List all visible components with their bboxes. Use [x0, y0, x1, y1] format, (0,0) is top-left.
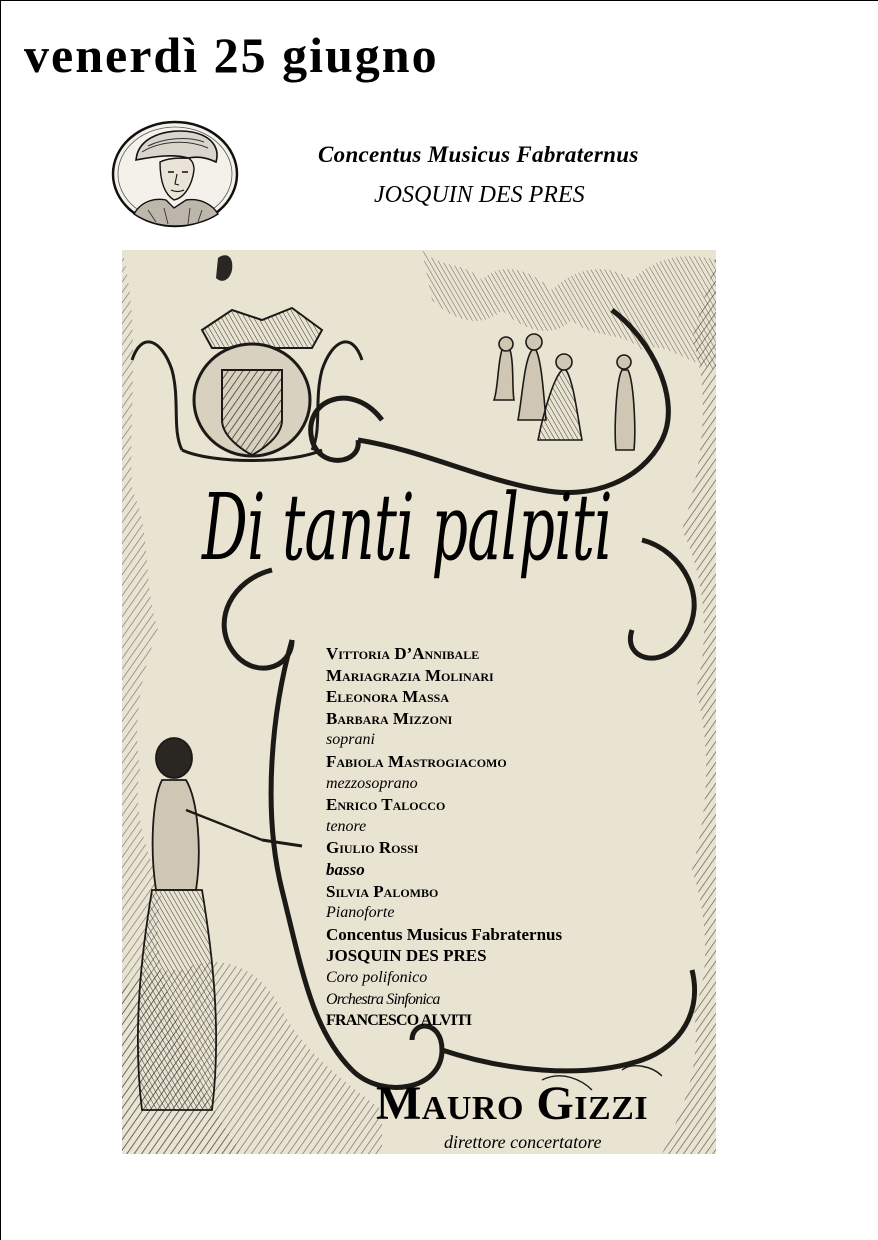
cast-line: Concentus Musicus Fabraternus: [326, 924, 563, 944]
ensemble-name: Concentus Musicus Fabraternus: [318, 142, 639, 167]
cast-line: Giulio Rossi: [326, 838, 419, 858]
concert-title: Di tanti palpiti: [202, 474, 612, 581]
cast-line: JOSQUIN DES PRES: [326, 946, 487, 966]
cast-line: Fabiola Mastrogiacomo: [326, 751, 507, 771]
cast-line: FRANCESCO ALVITI: [326, 1012, 472, 1030]
cast-role: basso: [326, 859, 365, 879]
cast-role: tenore: [326, 817, 367, 835]
portrait-engraving: [108, 118, 242, 230]
cast-line: Silvia Palombo: [326, 881, 439, 901]
cast-role: mezzosoprano: [326, 774, 418, 792]
cast-role: soprani: [326, 731, 375, 749]
cast-role: Coro polifonico: [326, 968, 428, 986]
cast-line: Eleonora Massa: [326, 687, 449, 707]
ensemble-subtitle: JOSQUIN DES PRES: [374, 182, 585, 208]
event-date: venerdì 25 giugno: [24, 27, 439, 83]
page-border-left: [0, 0, 1, 1240]
cast-line: Mariagrazia Molinari: [326, 665, 494, 685]
cast-line: Vittoria D’Annibale: [326, 644, 480, 663]
cast-line: Barbara Mizzoni: [326, 708, 453, 728]
cast-role: Orchestra Sinfonica: [326, 990, 440, 1008]
director-role: direttore concertatore: [444, 1132, 602, 1152]
cast-list: [326, 643, 646, 1032]
director-name: Mauro Gizzi: [376, 1077, 649, 1130]
cast-line: Enrico Talocco: [326, 795, 446, 815]
page-border-top: [0, 0, 878, 1]
cast-role: Pianoforte: [326, 904, 395, 922]
